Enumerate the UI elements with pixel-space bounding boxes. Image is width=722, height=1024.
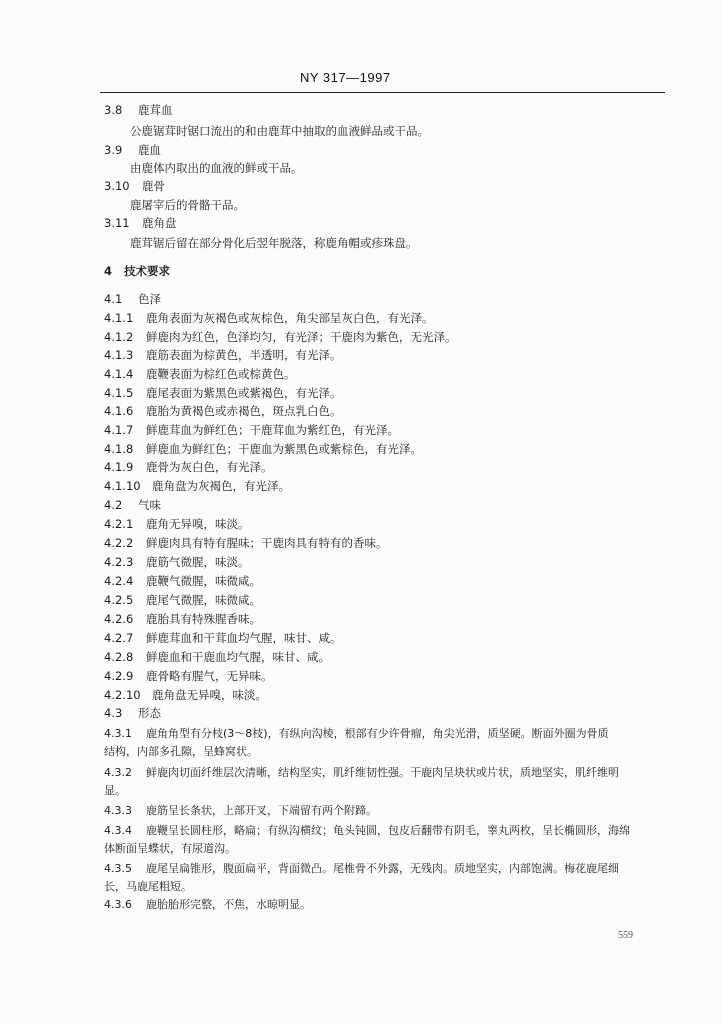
- clause-item: 4.1.4 鹿鞭表面为棕红色或棕黄色。: [104, 367, 296, 381]
- clause-item: 4.1.5 鹿尾表面为紫黑色或紫褐色，有光泽。: [104, 386, 342, 400]
- section-title: 技术要求: [124, 264, 170, 278]
- definition-heading: [104, 216, 177, 230]
- definition-heading: [104, 143, 161, 157]
- clause-number: 4.3: [104, 706, 123, 720]
- clause-item: 4.3.3 鹿筋呈长条状，上部开叉，下端留有两个附蹄。: [104, 804, 377, 817]
- definition-heading: [104, 103, 173, 117]
- clause-item: 4.3.4 鹿鞭呈长圆柱形，略扁；有纵沟横纹；龟头钝圆，包皮后翻带有阴毛，睾丸两枚，呈长椭圆形，海绵: [104, 824, 630, 837]
- clause-number: 3.8: [104, 103, 123, 117]
- clause-continuation: 结构，内部多孔隙，呈蜂窝状。: [104, 745, 258, 758]
- clause-number: 3.9: [104, 143, 123, 157]
- clause-item: 4.1.2 鲜鹿肉为红色，色泽均匀，有光泽；干鹿肉为紫色，无光泽。: [104, 330, 457, 344]
- subsection-heading: [104, 706, 161, 720]
- definition-term: 鹿角盘: [142, 216, 177, 230]
- clause-continuation: 体断面呈蝶状，有尿道沟。: [104, 842, 236, 855]
- clause-number: 3.10: [104, 179, 130, 193]
- subsection-title: 色泽: [138, 292, 161, 306]
- clause-item: 4.2.1 鹿角无异嗅，味淡。: [104, 517, 250, 531]
- clause-number: 4.1: [104, 292, 123, 306]
- definition-term: 鹿骨: [142, 179, 165, 193]
- clause-continuation: 显。: [104, 784, 126, 797]
- section-number: 4: [104, 264, 113, 278]
- clause-item: 4.1.9 鹿骨为灰白色，有光泽。: [104, 460, 273, 474]
- page-number: 559: [618, 930, 633, 941]
- definition-text: 由鹿体内取出的血液的鲜或干品。: [130, 161, 303, 175]
- clause-item: 4.2.10 鹿角盘无异嗅，味淡。: [104, 688, 267, 702]
- definition-heading: [104, 179, 165, 193]
- subsection-heading: [104, 292, 161, 306]
- clause-item: 4.3.5 鹿尾呈扁锥形，腹面扁平，背面微凸。尾椎骨不外露，无残肉。质地坚实，内部饱满。梅花鹿尾细: [104, 862, 619, 875]
- subsection-heading: [104, 498, 161, 512]
- section-heading: [104, 264, 170, 278]
- clause-number: 3.11: [104, 216, 130, 230]
- clause-item: 4.3.6 鹿胎胎形完整，不焦，水晾明显。: [104, 898, 311, 911]
- clause-item: 4.3.2 鲜鹿肉切面纤维层次清晰，结构坚实，肌纤维韧性强。干鹿肉呈块状或片状，质地坚实，肌纤维明: [104, 766, 619, 779]
- clause-number: 4.2: [104, 498, 123, 512]
- clause-item: 4.1.6 鹿胎为黄褐色或赤褐色，斑点乳白色。: [104, 404, 342, 418]
- clause-item: 4.1.7 鲜鹿茸血为鲜红色；干鹿茸血为紫红色，有光泽。: [104, 423, 399, 437]
- clause-item: 4.2.9 鹿骨略有腥气，无异味。: [104, 669, 273, 683]
- clause-continuation: 长，马鹿尾粗短。: [104, 880, 192, 893]
- definition-text: 鹿屠宰后的骨骼干品。: [130, 198, 245, 212]
- clause-item: 4.2.3 鹿筋气微腥，味淡。: [104, 555, 250, 569]
- definition-term: 鹿茸血: [138, 103, 173, 117]
- definition-term: 鹿血: [138, 143, 161, 157]
- definition-text: 鹿茸锯后留在部分骨化后翌年脱落，称鹿角帽或疹珠盘。: [130, 236, 418, 250]
- clause-item: 4.1.1 鹿角表面为灰褐色或灰棕色，角尖部呈灰白色，有光泽。: [104, 311, 434, 325]
- clause-item: 4.2.2 鲜鹿肉具有特有腥味；干鹿肉具有特有的香味。: [104, 536, 388, 550]
- clause-item: 4.1.3 鹿筋表面为棕黄色，半透明，有光泽。: [104, 348, 342, 362]
- clause-item: 4.2.5 鹿尾气微腥，味微咸。: [104, 593, 261, 607]
- header-rule: [100, 92, 665, 93]
- definition-text: 公鹿锯茸时锯口流出的和由鹿茸中抽取的血液鲜品或干品。: [130, 124, 429, 138]
- subsection-title: 形态: [138, 706, 161, 720]
- clause-item: 4.2.4 鹿鞭气微腥，味微咸。: [104, 574, 261, 588]
- subsection-title: 气味: [138, 498, 161, 512]
- standard-code-header: NY 317—1997: [300, 70, 391, 85]
- clause-item: 4.2.8 鲜鹿血和干鹿血均气腥，味甘、咸。: [104, 650, 330, 664]
- clause-item: 4.1.8 鲜鹿血为鲜红色；干鹿血为紫黑色或紫棕色，有光泽。: [104, 442, 422, 456]
- clause-item: 4.2.6 鹿胎具有特殊腥香味。: [104, 612, 261, 626]
- clause-item: 4.2.7 鲜鹿茸血和干茸血均气腥，味甘、咸。: [104, 631, 342, 645]
- clause-item: 4.1.10 鹿角盘为灰褐色，有光泽。: [104, 479, 290, 493]
- clause-item: 4.3.1 鹿角角型有分枝(3～8枝)，有纵向沟棱，根部有少许骨瘤，角尖光滑，质坚硬。断面外圈为骨质: [104, 727, 609, 740]
